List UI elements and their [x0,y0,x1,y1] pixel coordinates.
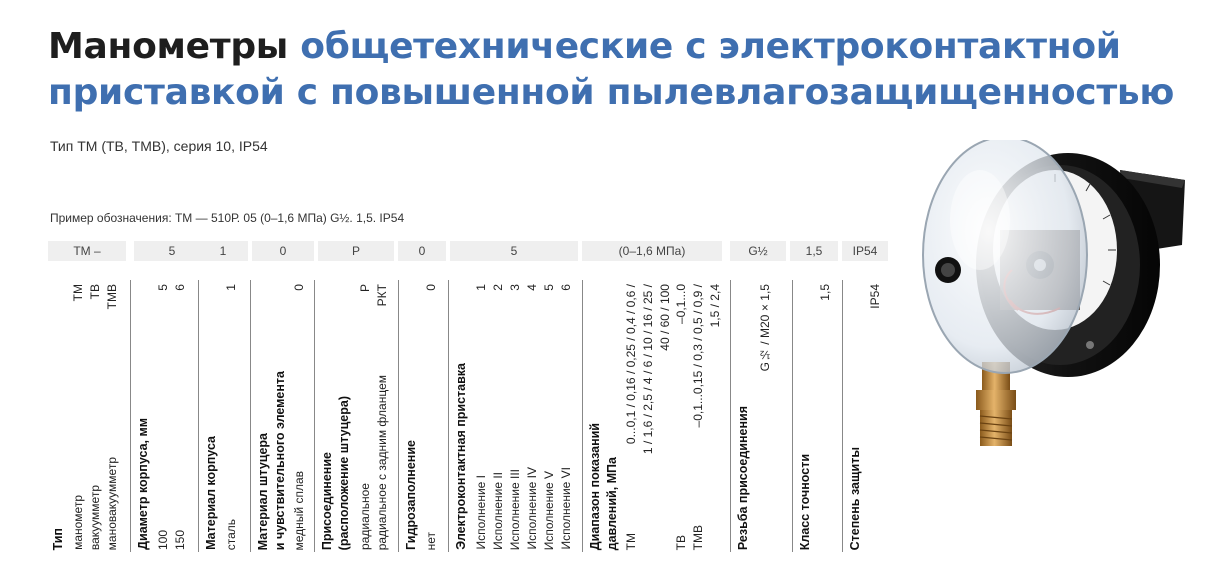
list-item: 100 [156,529,170,550]
range-value: 1 / 1,6 / 2,5 / 4 / 6 / 10 / 16 / 25 / [641,284,655,455]
code-cell-hydro-fill: 0 [398,241,446,261]
range-value: 0...0,1 / 0,16 / 0,25 / 0,4 / 0,6 / [624,284,638,445]
list-item: 150 [173,529,187,550]
column-hydro-fill [398,280,445,552]
designation-code-bar [48,241,888,261]
code-cell-connection: Р [318,241,394,261]
column-heading: и чувствительного элемента [273,370,287,550]
code-value: 0 [292,284,306,291]
list-item: Исполнение I [474,475,488,550]
title-main: Манометры [48,26,289,67]
list-item: Исполнение II [491,472,505,550]
column-heading: Тип [51,527,65,550]
range-value: 40 / 60 / 100 [658,284,672,351]
code-cell-body-material: 1 [198,241,248,261]
list-item: ТМ [624,532,638,550]
column-heading: Диапазон показаний [588,422,602,550]
code-value: 1 [224,284,238,291]
code-value: ТВ [88,284,102,300]
code-value: 0 [424,284,438,291]
column-accuracy-class [792,280,839,552]
list-item: нет [424,531,438,550]
column-pressure-range [582,280,727,552]
column-fitting-material [250,280,309,552]
designation-example: Пример обозначения: ТМ — 510Р. 05 (0–1,6 МПа) G½. 1,5. IP54 [50,211,405,225]
column-contact-attachment [448,280,577,552]
list-item: Исполнение VI [559,467,573,550]
code-value: 3 [508,284,522,291]
code-value: ТМ [71,284,85,302]
column-heading: (расположение штуцера) [337,395,351,550]
list-item: медный сплав [292,470,306,550]
code-value: 6 [559,284,573,291]
column-heading: Материал корпуса [204,436,218,550]
column-protection-degree [842,280,889,552]
code-cell-thread: G½ [730,241,786,261]
column-heading: Диаметр корпуса, мм [136,418,150,550]
range-value: –0,1...0,15 / 0,3 / 0,5 / 0,9 / [691,284,705,428]
subtitle: Тип ТМ (ТВ, ТМВ), серия 10, IP54 [50,138,268,154]
code-value: G½ / M20×1,5 [758,284,772,372]
list-item: ТМВ [691,524,705,550]
code-cell-diameter: 5 [134,241,210,261]
column-heading: Материал штуцера [256,432,270,550]
code-value: 4 [525,284,539,291]
code-value: 1 [474,284,488,291]
range-value: 1,5 / 2,4 [708,284,722,328]
code-value: РКТ [375,284,389,307]
title-accent: общетехнические с электроконтактной приставкой с повышенной пылевлагозащищенностью [48,26,1175,113]
column-body-material [198,280,245,552]
code-cell-type: ТМ – [48,241,126,261]
code-value: 1,5 [818,284,832,301]
code-cell-contact: 5 [450,241,578,261]
code-value: IP54 [868,284,882,309]
column-heading: Гидрозаполнение [404,439,418,550]
pressure-gauge-image [900,140,1200,540]
code-cell-protection: IP54 [842,241,888,261]
column-diameter [130,280,193,552]
code-value: 5 [542,284,556,291]
list-item: манометр [71,495,85,550]
code-value: Р [358,284,372,293]
column-heading: Присоединение [320,451,334,550]
code-value: 2 [491,284,505,291]
list-item: Исполнение V [542,470,556,550]
list-item: радиальное [358,483,372,550]
column-heading: Класс точности [798,453,812,550]
list-item: Исполнение III [508,468,522,550]
code-value: 6 [173,284,187,291]
page-title [48,24,1208,116]
column-heading: Резьба присоединения [736,405,750,550]
column-thread [730,280,789,552]
column-connection [314,280,395,552]
list-item: сталь [224,518,238,550]
column-heading: давлений, МПа [605,456,619,550]
list-item: Исполнение IV [525,467,539,550]
column-type [48,280,128,552]
list-item: ТВ [674,534,688,550]
code-value: 5 [156,284,170,291]
range-value: –0,1...0 [674,284,688,325]
code-cell-fitting-material: 0 [252,241,314,261]
code-cell-range: (0–1,6 МПа) [582,241,722,261]
column-heading: Степень защиты [848,446,862,550]
code-value: ТМВ [105,284,119,310]
list-item: радиальное с задним фланцем [375,374,389,550]
column-heading: Электроконтактная приставка [454,363,468,550]
code-cell-accuracy: 1,5 [790,241,838,261]
list-item: вакуумметр [88,484,102,550]
list-item: мановакуумметр [105,456,119,550]
